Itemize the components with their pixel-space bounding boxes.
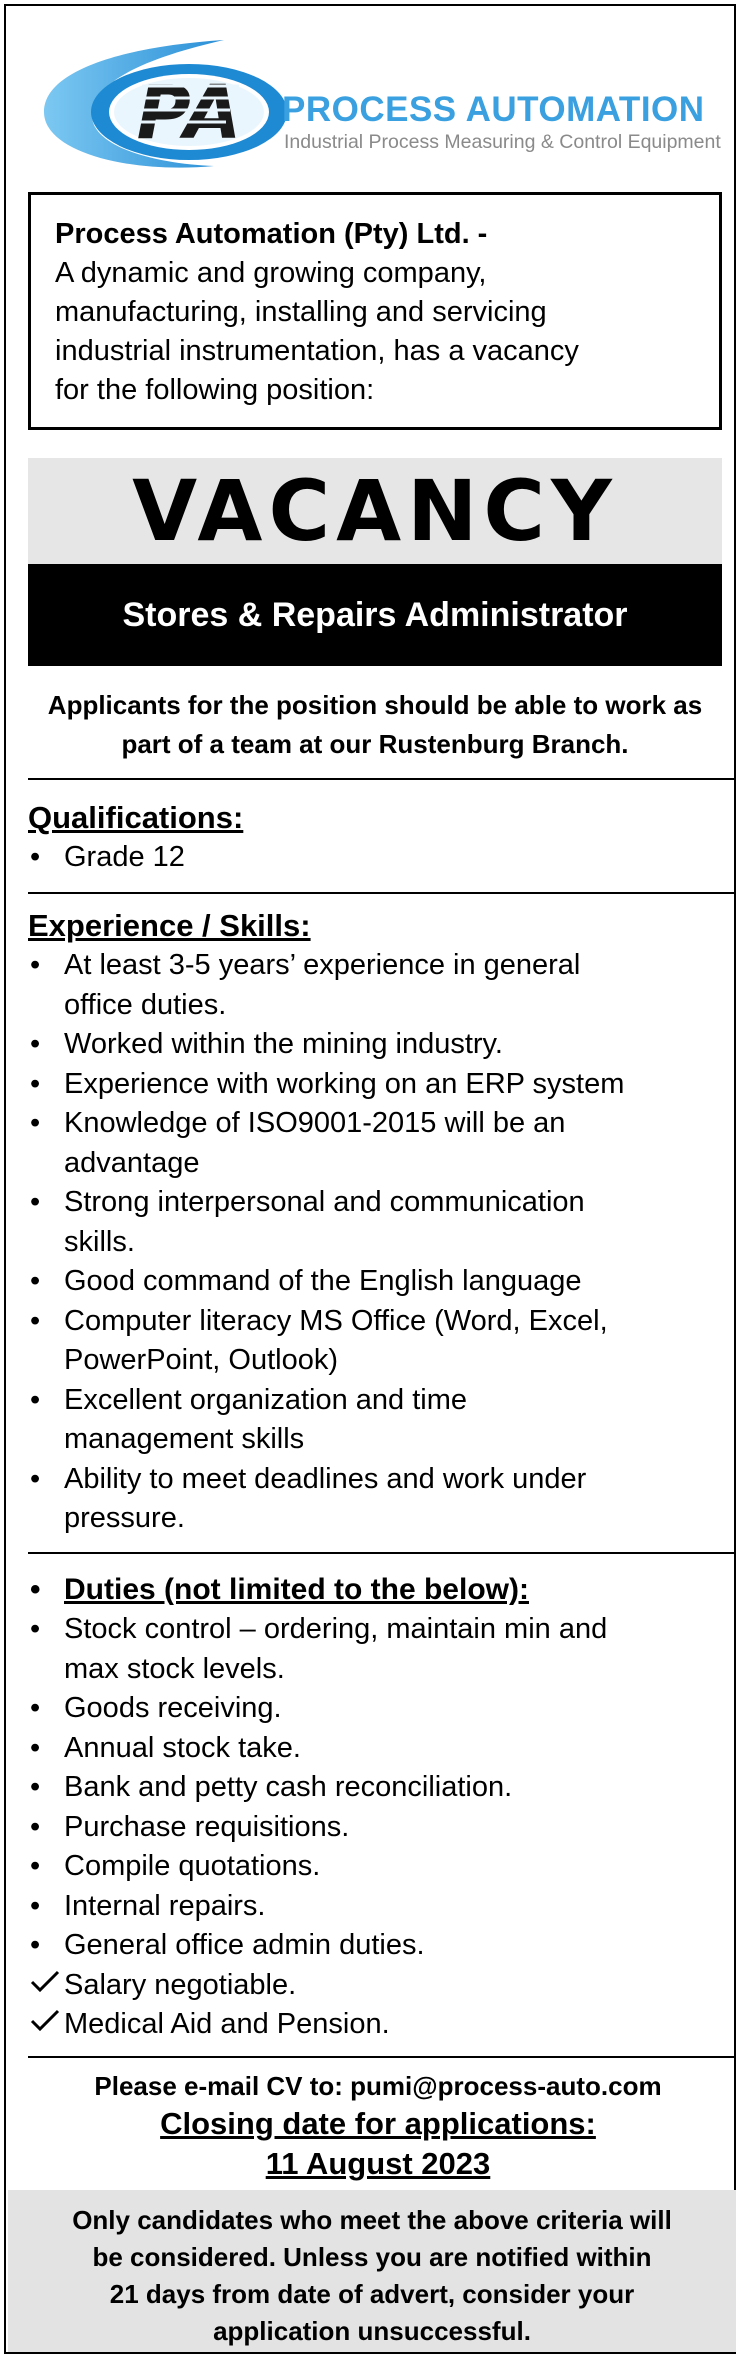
list-item: • Bank and petty cash reconciliation. xyxy=(28,1768,728,1808)
closing-date xyxy=(28,2104,728,2184)
bullet-icon: • xyxy=(30,1771,41,1803)
list-item: • Internal repairs. xyxy=(28,1887,728,1927)
bullet-icon: • xyxy=(30,1462,41,1495)
list-item: • At least 3-5 years’ experience in general office duties. xyxy=(28,946,728,1025)
vacancy-advert xyxy=(4,4,736,2354)
logo-mark-text: PA xyxy=(136,70,242,156)
logo-company-name: PROCESS AUTOMATION xyxy=(282,90,705,129)
closing-date-value: 11 August 2023 xyxy=(265,2146,491,2181)
section-divider xyxy=(28,2056,734,2058)
benefit-item: Salary negotiable. xyxy=(28,1966,728,2006)
section-divider xyxy=(28,892,734,894)
bullet-icon: • xyxy=(30,1692,41,1724)
notice-line: be considered. Unless you are notified within xyxy=(92,2242,652,2272)
list-item: • Ability to meet deadlines and work under pressure. xyxy=(28,1460,728,1539)
applicants-note xyxy=(28,686,722,764)
list-item: • Goods receiving. xyxy=(28,1689,728,1729)
notice-line: 21 days from date of advert, consider your xyxy=(109,2279,635,2309)
bullet-icon: • xyxy=(30,1850,41,1882)
bullet-icon: • xyxy=(30,949,41,981)
checkmark-icon xyxy=(30,1966,60,2006)
list-item: • Computer literacy MS Office (Word, Excel, PowerPoint, Outlook) xyxy=(28,1302,728,1381)
logo-tagline: Industrial Process Measuring & Control Equipment xyxy=(284,131,721,153)
bullet-icon: • xyxy=(30,841,41,873)
list-item: • Compile quotations. xyxy=(28,1847,728,1887)
qualifications-heading: Qualifications: xyxy=(28,800,244,835)
logo-swoosh-icon xyxy=(34,34,294,184)
applicants-line: Applicants for the position should be able to work as xyxy=(47,690,703,720)
list-item: • Good command of the English language xyxy=(28,1262,728,1302)
section-divider xyxy=(28,1552,734,1554)
bullet-icon: • xyxy=(30,1028,41,1060)
list-item: • Excellent organization and time management skills xyxy=(28,1381,728,1460)
list-item: • General office admin duties. xyxy=(28,1926,728,1966)
duties-section xyxy=(28,1570,728,2045)
bullet-icon: • xyxy=(30,1067,41,1100)
list-item: • Annual stock take. xyxy=(28,1729,728,1769)
experience-heading: Experience / Skills: xyxy=(28,908,311,943)
notice-line: application unsuccessful. xyxy=(213,2316,531,2346)
contact-email: Please e-mail CV to: pumi@process-auto.com xyxy=(94,2071,662,2101)
bullet-icon: • xyxy=(30,1186,41,1218)
vacancy-title: VACANCY xyxy=(28,458,722,564)
list-item: • Worked within the mining industry. xyxy=(28,1025,728,1065)
closing-label: Closing date for applications: xyxy=(160,2106,596,2141)
qualifications-section xyxy=(28,798,728,878)
experience-section xyxy=(28,906,728,1539)
bullet-icon: • xyxy=(30,1383,41,1416)
intro-line: industrial instrumentation, has a vacancy xyxy=(55,335,579,367)
company-logo xyxy=(34,34,724,184)
bullet-icon: • xyxy=(30,1304,41,1337)
intro-line: A dynamic and growing company, xyxy=(55,257,487,289)
bullet-icon: • xyxy=(30,1107,41,1139)
list-item: • Grade 12 xyxy=(28,838,728,878)
notice-line: Only candidates who meet the above criteria will xyxy=(72,2205,672,2235)
intro-line: manufacturing, installing and servicing xyxy=(55,296,547,328)
bullet-icon: • xyxy=(30,1265,41,1297)
duties-heading: • Duties (not limited to the below): xyxy=(28,1570,728,1610)
company-name-line: Process Automation (Pty) Ltd. - xyxy=(55,218,488,250)
bullet-icon: • xyxy=(30,1929,41,1961)
list-item: • Purchase requisitions. xyxy=(28,1808,728,1848)
bullet-icon: • xyxy=(30,1810,41,1843)
list-item: • Stock control – ordering, maintain min and max stock levels. xyxy=(28,1610,728,1689)
list-item: • Knowledge of ISO9001-2015 will be an advantage xyxy=(28,1104,728,1183)
bullet-icon: • xyxy=(30,1573,41,1606)
applicants-line: part of a team at our Rustenburg Branch. xyxy=(121,729,629,759)
bullet-icon: • xyxy=(30,1613,41,1645)
bullet-icon: • xyxy=(30,1731,41,1764)
position-title: Stores & Repairs Administrator xyxy=(28,564,722,666)
list-item: • Strong interpersonal and communication skills. xyxy=(28,1183,728,1262)
section-divider xyxy=(28,778,734,780)
intro-line: for the following position: xyxy=(55,374,375,406)
checkmark-icon xyxy=(30,2005,60,2045)
company-intro xyxy=(28,192,722,430)
bullet-icon: • xyxy=(30,1889,41,1922)
disclaimer-notice xyxy=(8,2190,736,2352)
list-item: • Experience with working on an ERP system xyxy=(28,1065,728,1105)
benefit-item: Medical Aid and Pension. xyxy=(28,2005,728,2045)
